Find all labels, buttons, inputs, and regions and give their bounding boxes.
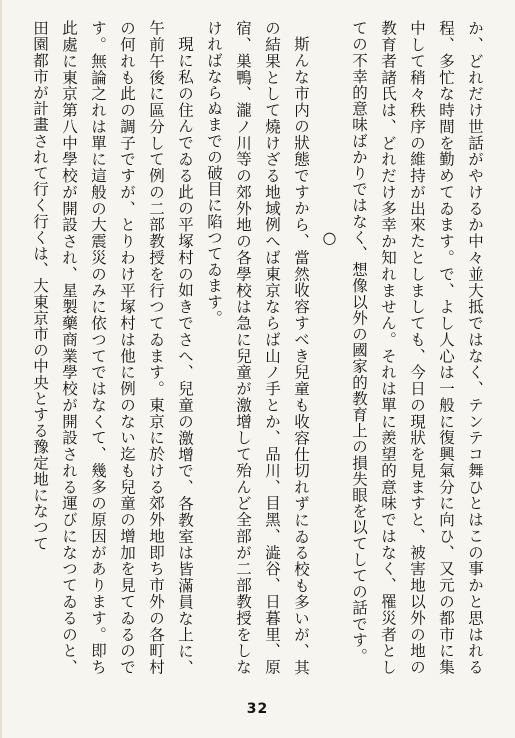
vertical-text-body xyxy=(19,20,489,675)
paragraph-continuation: か、どれだけ世話がやけるか中々並大抵ではなく、テンテコ舞ひとはこの事かと思はれる程、多忙な時間を勤めてゐます。で、よし人心は一般に復興氣分に向ひ、又元の都市に集中して稍々秩序の維持が出來たとしましても、今日の現狀を見ますと、被害地以外の地の教育者諸氏は、どれだけ多幸か知れません。それは單に羨望的意味ではなく、罹災者としての不幸的意味ばかりではなく、想像以外の國家的教育上の損失眼を以てしての話です。 xyxy=(350,20,484,675)
paragraph-hiratsuka-village: 現に私の住んでゐる此の平塚村の如きでさへ、兒童の激增で、各教室は皆滿員な上に、午前午後に區分して例の二部教授を行つてゐます。東京に於ける郊外地即ち市外の各町村の何れも此の調子ですが、とりわけ平塚村は他に例のない迄も兒童の增加を見てゐるのです。無論之れは單に這般の大震災のみに依つてではなくて、幾多の原因があります。即ち此處に東京第八中學校が開設され、星製藥商業學校が開設される運びになつてゐるのと、田園都市が計畫されて行く行くは、大東京市の中央とする豫定地になつて xyxy=(31,20,194,675)
page-number: 32 xyxy=(246,701,269,717)
section-separator-circle: ○ xyxy=(320,228,339,248)
paragraph-city-conditions: 斯んな市内の狀態ですから、當然收容すべき兒童も收容仕切れずにゐる校も多いが、其の結果として燒けざる地域例へば東京ならば山ノ手とか、品川、目黑、澁谷、日暮里、原宿、巣鴨、瀧ノ川等の郊外地の各學校は急に兒童が激增して殆んど全部が二部教授をしなければならぬまでの破目に陷つてゐます。 xyxy=(205,20,310,675)
